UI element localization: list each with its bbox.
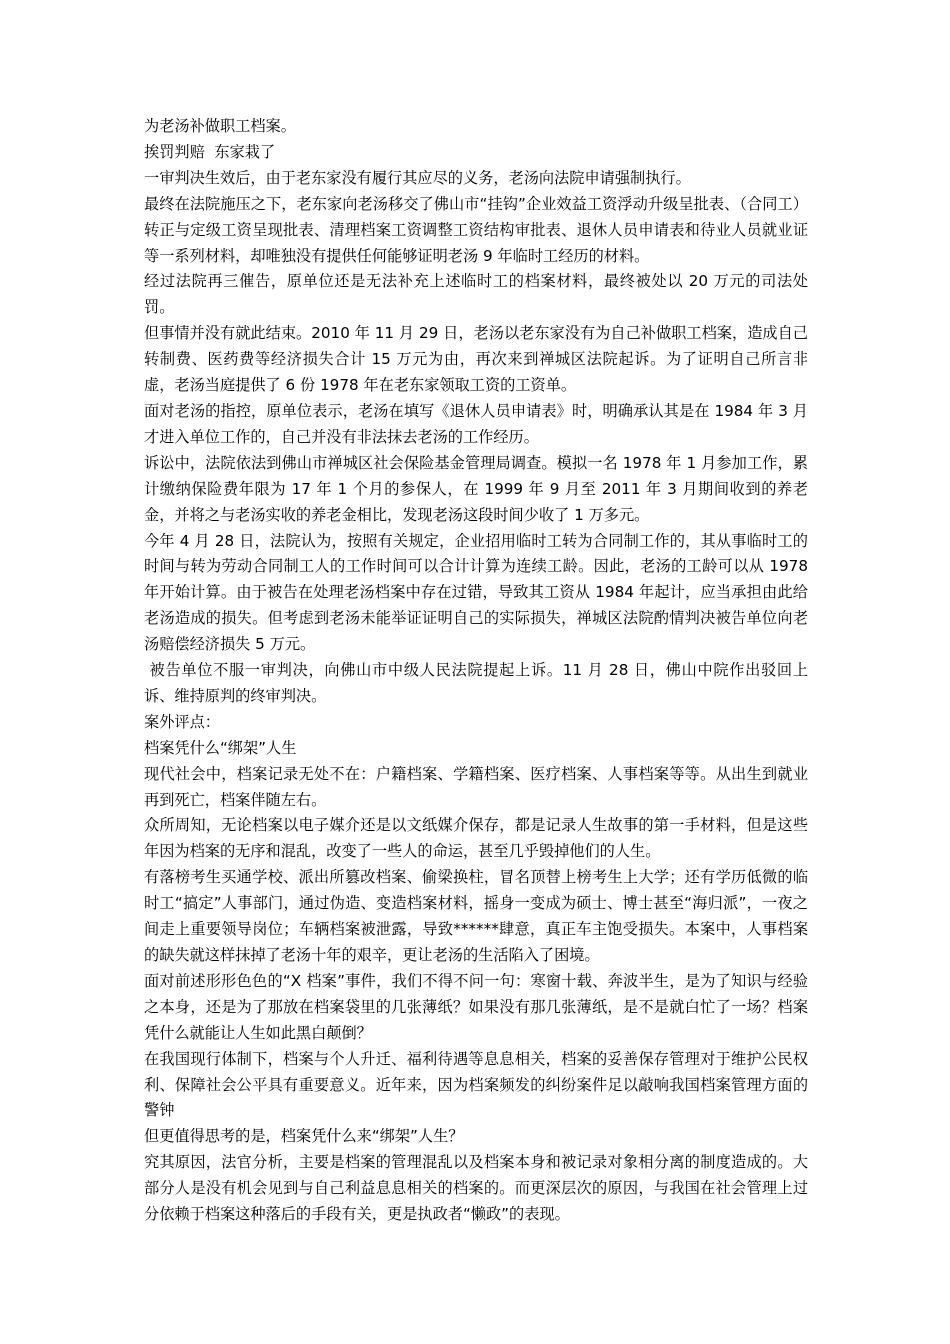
paragraph: 一审判决生效后，由于老东家没有履行其应尽的义务，老汤向法院申请强制执行。 — [144, 168, 691, 187]
paragraph: 现代社会中，档案记录无处不在：户籍档案、学籍档案、医疗档案、人事档案等等。从出生到就业再到死亡，档案伴随左右。 — [144, 764, 808, 809]
paragraph: 最终在法院施压之下，老东家向老汤移交了佛山市“挂钩”企业效益工资浮动升级呈批表、（合同工）转正与定级工资呈现批表、清理档案工资调整工资结构审批表、退休人员申请表和待业人员就业证等一系列材料，却唯独没有提供任何能够证明老汤 9 年临时工经历的材料。 — [144, 194, 808, 265]
paragraph: 为老汤补做职工档案。 — [144, 117, 296, 135]
document-body — [144, 114, 813, 1228]
paragraph: 面对老汤的指控，原单位表示，老汤在填写《退休人员申请表》时，明确承认其是在 1984 年 3 月才进入单位工作的，自己并没有非法抹去老汤的工作经历。 — [144, 401, 808, 446]
paragraph: 在我国现行体制下，档案与个人升迁、福利待遇等息息相关，档案的妥善保存管理对于维护公民权利、保障社会公平具有重要意义。近年来，因为档案频发的纠纷案件足以敲响我国档案管理方面的警钟 — [144, 1049, 808, 1120]
paragraph: 众所周知，无论档案以电子媒介还是以文纸媒介保存，都是记录人生故事的第一手材料，但是这些年因为档案的无序和混乱，改变了一些人的命运，甚至几乎毁掉他们的人生。 — [144, 816, 808, 861]
paragraph: 经过法院再三催告，原单位还是无法补充上述临时工的档案材料，最终被处以 20 万元的司法处罚。 — [144, 272, 808, 317]
paragraph: 今年 4 月 28 日，法院认为，按照有关规定，企业招用临时工转为合同制工作的，其从事临时工的时间与转为劳动合同制工人的工作时间可以合计计算为连续工龄。因此，老汤的工龄可以从 1978 年开始计算。由于被告在处理老汤档案中存在过错，导致其工资从 1984 年起计，应当承担由此给老汤造成的损失。但考虑到老汤未能举证证明自己的实际损失，禅城区法院酌情判决被告单位向老汤赔偿经济损失 5 万元。 — [144, 531, 813, 654]
paragraph: 究其原因，法官分析，主要是档案的管理混乱以及档案本身和被记录对象相分离的制度造成的。大部分人是没有机会见到与自己利益息息相关的档案的。而更深层次的原因，与我国在社会管理上过分依赖于档案这种落后的手段有关，更是执政者“懒政”的表现。 — [144, 1153, 808, 1224]
paragraph: 被告单位不服一审判决，向佛山市中级人民法院提起上诉。11 月 28 日，佛山中院作出驳回上诉、维持原判的终审判决。 — [144, 661, 809, 705]
paragraph: 面对前述形形色色的“X 档案”事件，我们不得不问一句：寒窗十载、奔波半生，是为了知识与经验之本身，还是为了那放在档案袋里的几张薄纸？如果没有那几张薄纸，是不是就白忙了一场？档案凭什么就能让人生如此黑白颠倒？ — [144, 971, 808, 1042]
section-heading: 档案凭什么“绑架”人生 — [144, 738, 297, 757]
section-heading: 挨罚判赔 东家栽了 — [144, 142, 276, 161]
paragraph: 但事情并没有就此结束。2010 年 11 月 29 日，老汤以老东家没有为自己补做职工档案，造成自己转制费、医药费等经济损失合计 15 万元为由，再次来到禅城区法院起诉。为了证明自己所言非虚，老汤当庭提供了 6 份 1978 年在老东家领取工资的工资单。 — [144, 324, 808, 395]
paragraph: 但更值得思考的是，档案凭什么来“绑架”人生？ — [144, 1127, 464, 1146]
paragraph: 有落榜考生买通学校、派出所篡改档案、偷梁换柱，冒名顶替上榜考生上大学；还有学历低微的临时工“搞定”人事部门，通过伪造、变造档案材料，摇身一变成为硕士、博士甚至“海归派”，一夜之间走上重要领导岗位；车辆档案被泄露，导致******肆意，真正车主饱受损失。本案中，人事档案的缺失就这样抹掉了老汤十年的艰辛，更让老汤的生活陷入了困境。 — [144, 868, 808, 964]
section-heading: 案外评点： — [144, 712, 220, 731]
paragraph: 诉讼中，法院依法到佛山市禅城区社会保险基金管理局调查。模拟一名 1978 年 1 月参加工作，累计缴纳保险费年限为 17 年 1 个月的参保人，在 1999 年 9 月至 2011 年 3 月期间收到的养老金，并将之与老汤实收的养老金相比，发现老汤这段时间少收了 1 万多元。 — [144, 453, 808, 524]
